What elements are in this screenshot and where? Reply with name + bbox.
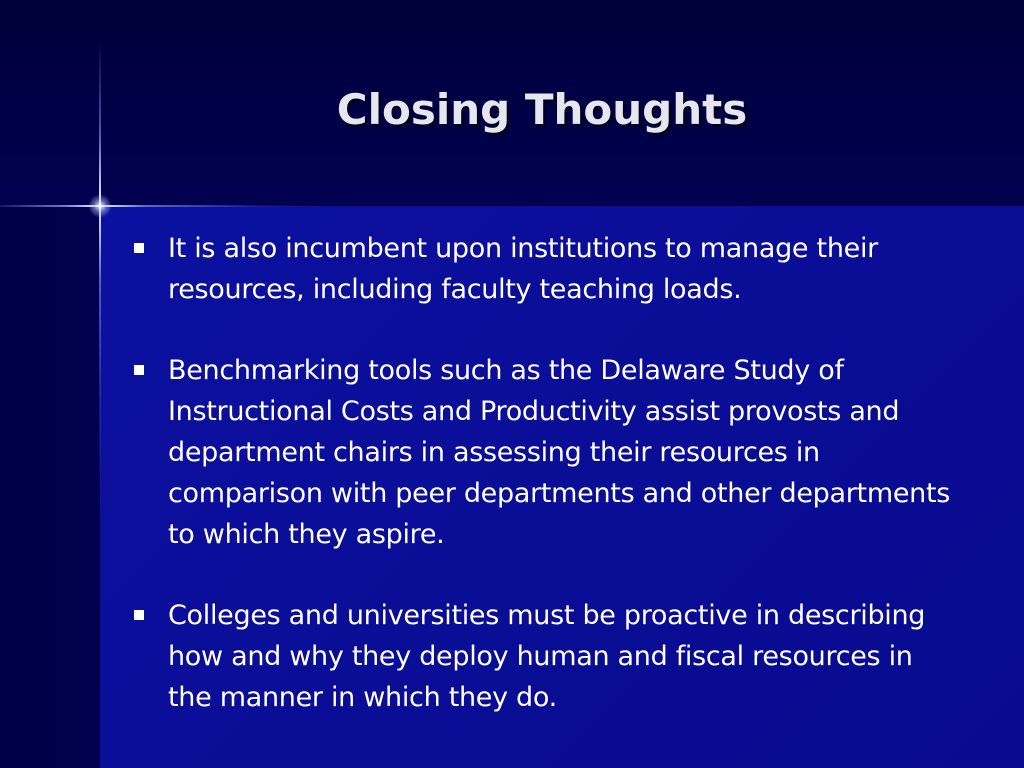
bullet-text: Benchmarking tools such as the Delaware Study of Instructional Costs and Productivity assist provosts and department chairs in assessing their resources in comparison with peer departments and other departments to which they aspire. — [168, 355, 951, 550]
bullet-item — [130, 228, 950, 310]
flare-horizontal-line — [0, 205, 320, 207]
bullet-text: It is also incumbent upon institutions to manage their resources, including faculty teaching loads. — [168, 233, 878, 305]
square-bullet-icon — [134, 365, 144, 375]
bullet-list — [130, 228, 950, 758]
bullet-item — [130, 350, 950, 555]
square-bullet-icon — [134, 610, 144, 620]
bullet-item — [130, 595, 950, 718]
slide-title: Closing Thoughts — [336, 85, 748, 134]
bullet-text: Colleges and universities must be proactive in describing how and why they deploy human and fiscal resources in the manner in which they do. — [168, 600, 926, 713]
left-strip — [0, 206, 100, 768]
square-bullet-icon — [134, 243, 144, 253]
light-flare-icon — [88, 194, 112, 218]
